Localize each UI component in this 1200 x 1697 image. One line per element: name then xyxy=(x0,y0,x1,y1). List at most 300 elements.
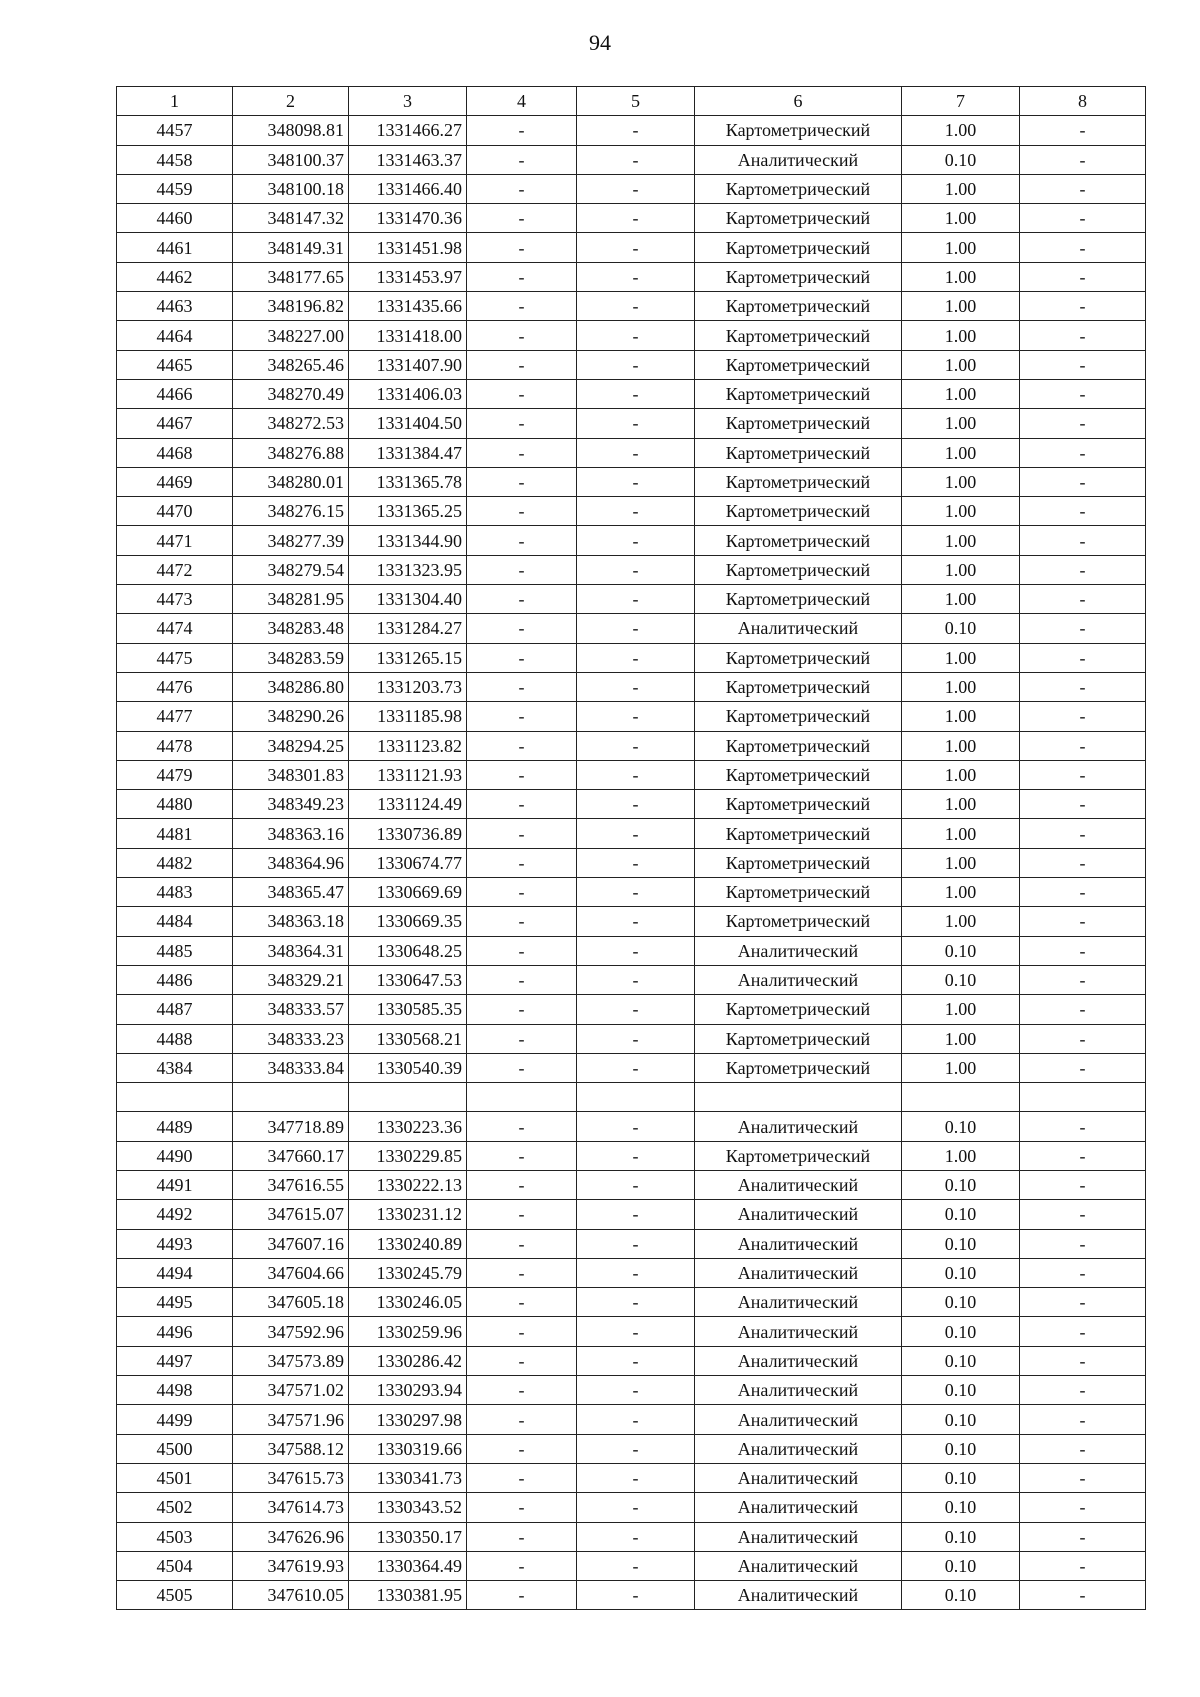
table-cell: 0.10 xyxy=(902,1434,1020,1463)
table-cell xyxy=(695,1083,902,1112)
table-cell: - xyxy=(577,585,695,614)
table-cell: - xyxy=(467,731,577,760)
table-cell: 4503 xyxy=(117,1522,233,1551)
table-cell: - xyxy=(467,1317,577,1346)
table-cell: 348100.37 xyxy=(233,145,349,174)
table-cell: - xyxy=(467,1405,577,1434)
table-cell: - xyxy=(1020,204,1146,233)
table-row xyxy=(117,438,1146,467)
table-row xyxy=(117,731,1146,760)
table-cell: - xyxy=(467,526,577,555)
table-row xyxy=(117,1405,1146,1434)
table-cell: - xyxy=(1020,1434,1146,1463)
table-cell: 4464 xyxy=(117,321,233,350)
table-cell: 348272.53 xyxy=(233,409,349,438)
table-cell: 0.10 xyxy=(902,1551,1020,1580)
table-cell: 348294.25 xyxy=(233,731,349,760)
table-cell: 1331123.82 xyxy=(349,731,467,760)
table-cell: - xyxy=(467,145,577,174)
table-cell: 1330669.69 xyxy=(349,878,467,907)
table-cell: - xyxy=(577,1141,695,1170)
table-cell: 1.00 xyxy=(902,204,1020,233)
table-cell: 4484 xyxy=(117,907,233,936)
table-cell: Картометрический xyxy=(695,116,902,145)
table-cell: 1.00 xyxy=(902,672,1020,701)
table-cell: 4482 xyxy=(117,848,233,877)
table-cell: 4470 xyxy=(117,497,233,526)
table-cell: Картометрический xyxy=(695,204,902,233)
table-cell: 0.10 xyxy=(902,1463,1020,1492)
table-cell: 1330350.17 xyxy=(349,1522,467,1551)
table-cell: 1331453.97 xyxy=(349,262,467,291)
table-cell: Аналитический xyxy=(695,936,902,965)
table-cell: 348100.18 xyxy=(233,174,349,203)
table-cell: - xyxy=(577,702,695,731)
column-header: 8 xyxy=(1020,87,1146,116)
table-cell: - xyxy=(467,995,577,1024)
table-cell: - xyxy=(577,1258,695,1287)
table-cell: 0.10 xyxy=(902,1288,1020,1317)
table-row xyxy=(117,1229,1146,1258)
table-cell: - xyxy=(1020,526,1146,555)
table-cell: Аналитический xyxy=(695,1434,902,1463)
table-cell: 1.00 xyxy=(902,438,1020,467)
table-cell: - xyxy=(467,233,577,262)
table-cell: - xyxy=(1020,1405,1146,1434)
table-cell: 348365.47 xyxy=(233,878,349,907)
table-cell: - xyxy=(577,672,695,701)
table-cell: 1.00 xyxy=(902,555,1020,584)
table-cell: 4471 xyxy=(117,526,233,555)
table-cell: - xyxy=(577,1317,695,1346)
table-cell: 348265.46 xyxy=(233,350,349,379)
table-cell: 1.00 xyxy=(902,878,1020,907)
table-cell: 1330585.35 xyxy=(349,995,467,1024)
table-cell: Картометрический xyxy=(695,409,902,438)
table-cell: - xyxy=(467,497,577,526)
coordinates-table xyxy=(116,86,1146,1610)
table-cell: 348301.83 xyxy=(233,760,349,789)
table-cell: 4487 xyxy=(117,995,233,1024)
table-cell: 1330259.96 xyxy=(349,1317,467,1346)
table-cell: 4505 xyxy=(117,1581,233,1610)
table-row xyxy=(117,497,1146,526)
table-cell: 1.00 xyxy=(902,321,1020,350)
column-header: 2 xyxy=(233,87,349,116)
table-cell: 4475 xyxy=(117,643,233,672)
table-cell: - xyxy=(467,1493,577,1522)
table-cell: - xyxy=(1020,1024,1146,1053)
table-cell: 348098.81 xyxy=(233,116,349,145)
table-cell: - xyxy=(1020,1376,1146,1405)
table-cell: Аналитический xyxy=(695,1317,902,1346)
table-cell: Аналитический xyxy=(695,965,902,994)
table-cell: Аналитический xyxy=(695,1376,902,1405)
table-row xyxy=(117,1463,1146,1492)
table-cell: - xyxy=(577,438,695,467)
table-cell: 0.10 xyxy=(902,145,1020,174)
table-cell: 1331284.27 xyxy=(349,614,467,643)
table-cell: 348290.26 xyxy=(233,702,349,731)
table-cell: 347605.18 xyxy=(233,1288,349,1317)
table-cell: - xyxy=(467,672,577,701)
table-cell: 348283.48 xyxy=(233,614,349,643)
table-cell: 348227.00 xyxy=(233,321,349,350)
table-cell: - xyxy=(467,643,577,672)
table-cell: 4488 xyxy=(117,1024,233,1053)
table-cell: 4500 xyxy=(117,1434,233,1463)
table-row xyxy=(117,379,1146,408)
table-cell: 4498 xyxy=(117,1376,233,1405)
table-cell: - xyxy=(1020,731,1146,760)
table-cell: - xyxy=(467,585,577,614)
table-cell: 1331463.37 xyxy=(349,145,467,174)
page-number: 94 xyxy=(589,30,611,55)
table-cell: - xyxy=(467,379,577,408)
table-cell: 1.00 xyxy=(902,233,1020,262)
table-cell: 347626.96 xyxy=(233,1522,349,1551)
table-row xyxy=(117,585,1146,614)
table-cell: - xyxy=(577,1493,695,1522)
table-cell: - xyxy=(577,1200,695,1229)
table-cell: - xyxy=(1020,1551,1146,1580)
table-cell: 4469 xyxy=(117,467,233,496)
table-cell: 1330341.73 xyxy=(349,1463,467,1492)
table-cell: - xyxy=(467,848,577,877)
table-row xyxy=(117,1551,1146,1580)
table-cell: 1.00 xyxy=(902,760,1020,789)
table-cell: 1330229.85 xyxy=(349,1141,467,1170)
table-cell: - xyxy=(577,116,695,145)
table-cell: - xyxy=(577,1346,695,1375)
table-cell: 1.00 xyxy=(902,643,1020,672)
table-cell: 4494 xyxy=(117,1258,233,1287)
table-cell: 1330647.53 xyxy=(349,965,467,994)
table-cell: 1330223.36 xyxy=(349,1112,467,1141)
table-cell: 1331466.40 xyxy=(349,174,467,203)
table-cell: 348329.21 xyxy=(233,965,349,994)
table-cell: 1330222.13 xyxy=(349,1170,467,1199)
column-header: 6 xyxy=(695,87,902,116)
table-cell: - xyxy=(1020,907,1146,936)
table-cell: - xyxy=(467,1258,577,1287)
table-cell: 4479 xyxy=(117,760,233,789)
table-cell: Аналитический xyxy=(695,1229,902,1258)
table-cell: - xyxy=(1020,1170,1146,1199)
table-row xyxy=(117,1346,1146,1375)
table-cell: 348349.23 xyxy=(233,790,349,819)
table-cell: - xyxy=(577,848,695,877)
table-cell: 347573.89 xyxy=(233,1346,349,1375)
table-cell: Аналитический xyxy=(695,1346,902,1375)
table-cell: 348279.54 xyxy=(233,555,349,584)
table-cell: 0.10 xyxy=(902,965,1020,994)
table-cell: 4490 xyxy=(117,1141,233,1170)
table-cell: 1.00 xyxy=(902,1024,1020,1053)
table-cell: - xyxy=(577,907,695,936)
table-cell: - xyxy=(577,497,695,526)
table-cell: Картометрический xyxy=(695,555,902,584)
table-cell: Картометрический xyxy=(695,790,902,819)
table-cell: - xyxy=(1020,1053,1146,1082)
table-cell: - xyxy=(467,1346,577,1375)
table-cell: 1.00 xyxy=(902,1141,1020,1170)
table-cell: 4491 xyxy=(117,1170,233,1199)
table-row xyxy=(117,878,1146,907)
table-cell: 348364.31 xyxy=(233,936,349,965)
table-row xyxy=(117,965,1146,994)
table-cell: Аналитический xyxy=(695,1551,902,1580)
table-cell: Картометрический xyxy=(695,262,902,291)
table-cell: Картометрический xyxy=(695,467,902,496)
table-cell: 347616.55 xyxy=(233,1170,349,1199)
table-cell: 1331344.90 xyxy=(349,526,467,555)
table-cell: 4459 xyxy=(117,174,233,203)
table-cell: - xyxy=(1020,1141,1146,1170)
table-cell: 4467 xyxy=(117,409,233,438)
table-cell: 1.00 xyxy=(902,819,1020,848)
table-cell: 1.00 xyxy=(902,1053,1020,1082)
table-cell: - xyxy=(1020,262,1146,291)
table-row xyxy=(117,995,1146,1024)
table-row xyxy=(117,1141,1146,1170)
table-cell: - xyxy=(1020,1493,1146,1522)
table-cell: 1.00 xyxy=(902,174,1020,203)
table-row xyxy=(117,1200,1146,1229)
table-cell: 347588.12 xyxy=(233,1434,349,1463)
table-cell: - xyxy=(1020,878,1146,907)
table-cell: 4492 xyxy=(117,1200,233,1229)
table-cell: - xyxy=(577,1551,695,1580)
table-cell: - xyxy=(577,409,695,438)
table-cell: 348364.96 xyxy=(233,848,349,877)
table-cell: - xyxy=(467,1581,577,1610)
table-cell: 0.10 xyxy=(902,1346,1020,1375)
table-row xyxy=(117,936,1146,965)
table-cell: 1.00 xyxy=(902,848,1020,877)
table-cell: - xyxy=(1020,467,1146,496)
table-cell: - xyxy=(467,1288,577,1317)
table-cell: - xyxy=(577,965,695,994)
table-row xyxy=(117,614,1146,643)
table-cell: - xyxy=(1020,995,1146,1024)
table-cell: - xyxy=(1020,1317,1146,1346)
table-cell: 347718.89 xyxy=(233,1112,349,1141)
table-cell: 4481 xyxy=(117,819,233,848)
table-cell: - xyxy=(467,350,577,379)
table-cell: 348333.23 xyxy=(233,1024,349,1053)
table-cell: Картометрический xyxy=(695,321,902,350)
table-cell: Аналитический xyxy=(695,1581,902,1610)
table-cell: Аналитический xyxy=(695,614,902,643)
table-cell: Картометрический xyxy=(695,1024,902,1053)
table-cell: 1331407.90 xyxy=(349,350,467,379)
table-cell: - xyxy=(467,1434,577,1463)
column-header: 4 xyxy=(467,87,577,116)
table-cell: 1331304.40 xyxy=(349,585,467,614)
table-cell: - xyxy=(577,1288,695,1317)
table-cell: 347660.17 xyxy=(233,1141,349,1170)
table-cell: 347615.73 xyxy=(233,1463,349,1492)
table-cell: 4502 xyxy=(117,1493,233,1522)
table-cell: - xyxy=(577,1112,695,1141)
table-cell: 348283.59 xyxy=(233,643,349,672)
table-cell xyxy=(577,1083,695,1112)
table-cell: 1331406.03 xyxy=(349,379,467,408)
table-cell: 0.10 xyxy=(902,1170,1020,1199)
table-row xyxy=(117,409,1146,438)
table-cell: 1.00 xyxy=(902,409,1020,438)
table-cell: - xyxy=(577,614,695,643)
table-cell: 4501 xyxy=(117,1463,233,1492)
table-cell: 348281.95 xyxy=(233,585,349,614)
table-cell: 1331124.49 xyxy=(349,790,467,819)
table-cell: 1330540.39 xyxy=(349,1053,467,1082)
table-cell: - xyxy=(467,1141,577,1170)
table-cell: 1330674.77 xyxy=(349,848,467,877)
column-header: 3 xyxy=(349,87,467,116)
table-cell: 348333.84 xyxy=(233,1053,349,1082)
table-cell: 1.00 xyxy=(902,292,1020,321)
table-cell: 1330297.98 xyxy=(349,1405,467,1434)
table-cell: 1331121.93 xyxy=(349,760,467,789)
table-cell: - xyxy=(467,1522,577,1551)
table-cell: - xyxy=(467,1463,577,1492)
table-cell: Картометрический xyxy=(695,497,902,526)
table-row xyxy=(117,1317,1146,1346)
table-cell: - xyxy=(577,379,695,408)
table-cell xyxy=(467,1083,577,1112)
table-row xyxy=(117,116,1146,145)
table-cell: Картометрический xyxy=(695,702,902,731)
table-cell: - xyxy=(1020,1346,1146,1375)
table-cell: 347571.02 xyxy=(233,1376,349,1405)
table-body xyxy=(117,116,1146,1610)
table-cell: 1.00 xyxy=(902,116,1020,145)
table-cell: 1330736.89 xyxy=(349,819,467,848)
table-cell: 348147.32 xyxy=(233,204,349,233)
table-cell: - xyxy=(1020,145,1146,174)
table-cell: - xyxy=(467,1229,577,1258)
table-cell: 4463 xyxy=(117,292,233,321)
table-cell: - xyxy=(1020,936,1146,965)
table-cell: - xyxy=(467,760,577,789)
table-cell: Картометрический xyxy=(695,848,902,877)
table-cell: - xyxy=(467,878,577,907)
table-cell: - xyxy=(577,1405,695,1434)
table-cell: 1331384.47 xyxy=(349,438,467,467)
table-cell: 4474 xyxy=(117,614,233,643)
table-cell: - xyxy=(577,819,695,848)
table-cell: 0.10 xyxy=(902,1493,1020,1522)
table-row xyxy=(117,555,1146,584)
table-row xyxy=(117,1112,1146,1141)
table-cell: 347614.73 xyxy=(233,1493,349,1522)
table-row xyxy=(117,1053,1146,1082)
table-cell: 1.00 xyxy=(902,526,1020,555)
table-row xyxy=(117,174,1146,203)
table-cell: - xyxy=(1020,379,1146,408)
table-cell: - xyxy=(1020,1200,1146,1229)
table-cell: 4468 xyxy=(117,438,233,467)
table-cell: - xyxy=(467,116,577,145)
table-row xyxy=(117,467,1146,496)
table-cell: 0.10 xyxy=(902,1376,1020,1405)
table-cell: - xyxy=(577,467,695,496)
table-cell: - xyxy=(577,526,695,555)
table-cell: Картометрический xyxy=(695,585,902,614)
column-header: 5 xyxy=(577,87,695,116)
table-cell: 4460 xyxy=(117,204,233,233)
header-row xyxy=(117,87,1146,116)
table-cell: - xyxy=(1020,1463,1146,1492)
table-cell: - xyxy=(467,965,577,994)
table-cell: Аналитический xyxy=(695,1170,902,1199)
table-row xyxy=(117,204,1146,233)
table-cell: 0.10 xyxy=(902,936,1020,965)
table-cell: 1330648.25 xyxy=(349,936,467,965)
table-cell: Картометрический xyxy=(695,1053,902,1082)
table-row xyxy=(117,1581,1146,1610)
table-row xyxy=(117,233,1146,262)
table-cell: - xyxy=(1020,672,1146,701)
table-cell: 0.10 xyxy=(902,1317,1020,1346)
table-cell: Картометрический xyxy=(695,819,902,848)
table-cell: 1330343.52 xyxy=(349,1493,467,1522)
table-cell: 1330246.05 xyxy=(349,1288,467,1317)
table-cell: - xyxy=(577,555,695,584)
table-cell: 348277.39 xyxy=(233,526,349,555)
table-cell: - xyxy=(1020,1522,1146,1551)
table-cell: 348333.57 xyxy=(233,995,349,1024)
table-cell: - xyxy=(467,1376,577,1405)
table-cell: - xyxy=(1020,702,1146,731)
table-cell: Картометрический xyxy=(695,379,902,408)
table-cell: - xyxy=(1020,292,1146,321)
table-cell xyxy=(902,1083,1020,1112)
table-cell: 4486 xyxy=(117,965,233,994)
table-cell: - xyxy=(577,350,695,379)
table-cell: 1330286.42 xyxy=(349,1346,467,1375)
table-row xyxy=(117,907,1146,936)
table-cell: 1331470.36 xyxy=(349,204,467,233)
table-cell: - xyxy=(577,262,695,291)
table-cell: 4496 xyxy=(117,1317,233,1346)
table-cell: 1331365.25 xyxy=(349,497,467,526)
table-row xyxy=(117,1258,1146,1287)
table-cell: - xyxy=(467,292,577,321)
table-cell: 4384 xyxy=(117,1053,233,1082)
table-cell: 4497 xyxy=(117,1346,233,1375)
table-cell: 1.00 xyxy=(902,702,1020,731)
table-row xyxy=(117,1522,1146,1551)
table-cell: - xyxy=(1020,585,1146,614)
table-header xyxy=(117,87,1146,116)
table-cell: Картометрический xyxy=(695,233,902,262)
table-cell: - xyxy=(577,1376,695,1405)
column-header: 7 xyxy=(902,87,1020,116)
table-cell: 348149.31 xyxy=(233,233,349,262)
table-row xyxy=(117,848,1146,877)
table-cell: - xyxy=(577,878,695,907)
table-cell: - xyxy=(1020,1581,1146,1610)
table-cell: - xyxy=(467,1551,577,1580)
table-cell: - xyxy=(467,819,577,848)
table-cell: 4480 xyxy=(117,790,233,819)
table-cell: 1.00 xyxy=(902,497,1020,526)
table-cell: 1331265.15 xyxy=(349,643,467,672)
table-cell: - xyxy=(1020,438,1146,467)
